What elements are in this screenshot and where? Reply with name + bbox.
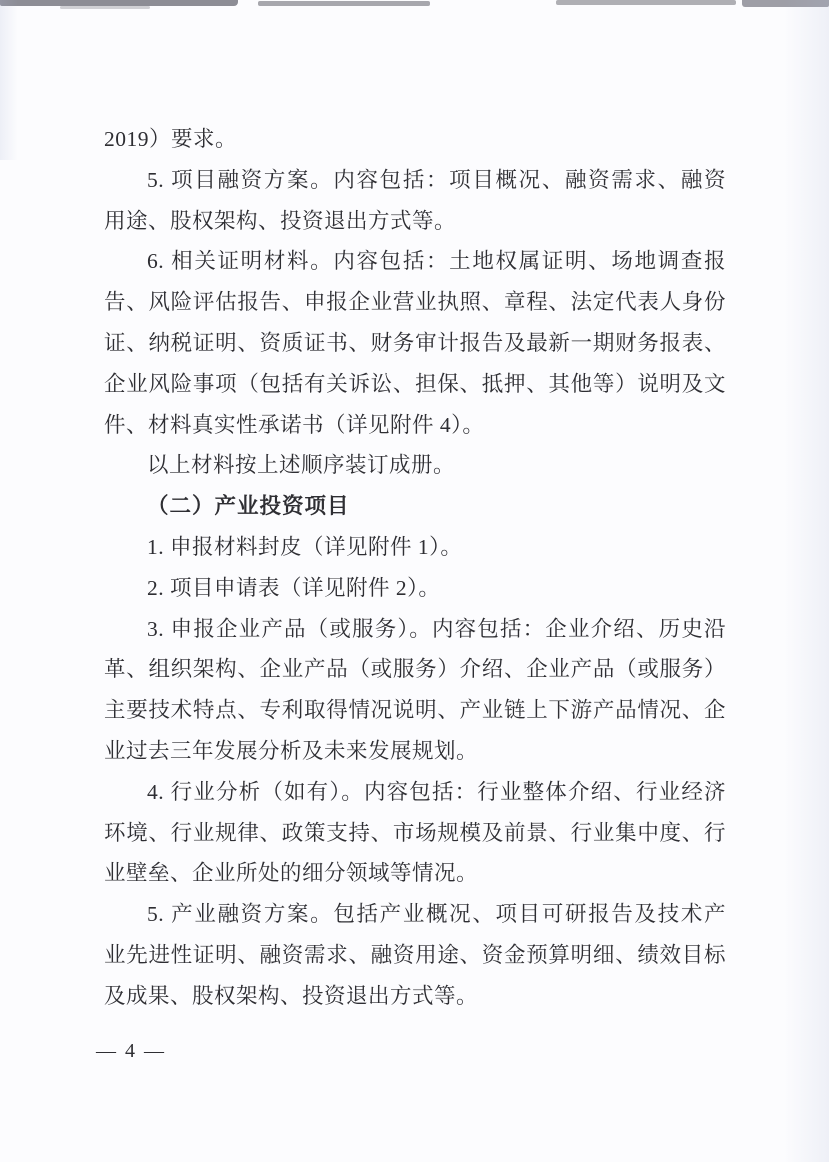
- text-line: 革、组织架构、企业产品（或服务）介绍、企业产品（或服务）: [104, 657, 726, 682]
- text-line: 环境、行业规律、政策支持、市场规模及前景、行业集中度、行: [104, 820, 726, 845]
- text-line: 3. 申报企业产品（或服务）。内容包括：企业介绍、历史沿: [147, 616, 726, 641]
- text-line: 1. 申报材料封皮（详见附件 1）。: [147, 534, 463, 559]
- page-edge-shading-left: [0, 0, 18, 160]
- page-edge-shading-right: [783, 0, 829, 1162]
- text-line: 5. 产业融资方案。包括产业概况、项目可研报告及技术产: [147, 902, 726, 927]
- text-line: 2019）要求。: [104, 127, 238, 151]
- text-line: 4. 行业分析（如有）。内容包括：行业整体介绍、行业经济: [147, 779, 726, 804]
- text-line: 业壁垒、企业所处的细分领域等情况。: [104, 861, 479, 886]
- scan-artifact-top-mid: [258, 1, 430, 6]
- text-line: 及成果、股权架构、投资退出方式等。: [104, 983, 479, 1008]
- text-line: 告、风险评估报告、申报企业营业执照、章程、法定代表人身份: [104, 290, 726, 315]
- text-line: 5. 项目融资方案。内容包括：项目概况、融资需求、融资: [147, 167, 726, 192]
- text-line: 业先进性证明、融资需求、融资用途、资金预算明细、绩效目标: [104, 942, 726, 967]
- text-line: 业过去三年发展分析及未来发展规划。: [104, 738, 479, 763]
- scan-artifact-top-faint: [60, 6, 150, 9]
- text-line: 2. 项目申请表（详见附件 2）。: [147, 575, 441, 600]
- text-line: 6. 相关证明材料。内容包括：土地权属证明、场地调查报: [147, 249, 726, 274]
- text-line: 件、材料真实性承诺书（详见附件 4）。: [104, 412, 485, 437]
- scan-artifact-top-corner: [742, 0, 829, 7]
- document-body: [104, 119, 726, 1017]
- text-line: 企业风险事项（包括有关诉讼、担保、抵押、其他等）说明及文: [104, 371, 726, 396]
- text-line: 用途、股权架构、投资退出方式等。: [104, 208, 457, 233]
- text-line: 证、纳税证明、资质证书、财务审计报告及最新一期财务报表、: [104, 330, 726, 355]
- page-number: — 4 —: [96, 1040, 166, 1062]
- scan-artifact-top-right: [556, 0, 736, 5]
- text-line: 以上材料按上述顺序装订成册。: [147, 453, 456, 478]
- text-line: 主要技术特点、专利取得情况说明、产业链上下游产品情况、企: [104, 698, 726, 723]
- section-heading: （二）产业投资项目: [147, 494, 350, 519]
- scan-artifact-top-left: [0, 0, 238, 6]
